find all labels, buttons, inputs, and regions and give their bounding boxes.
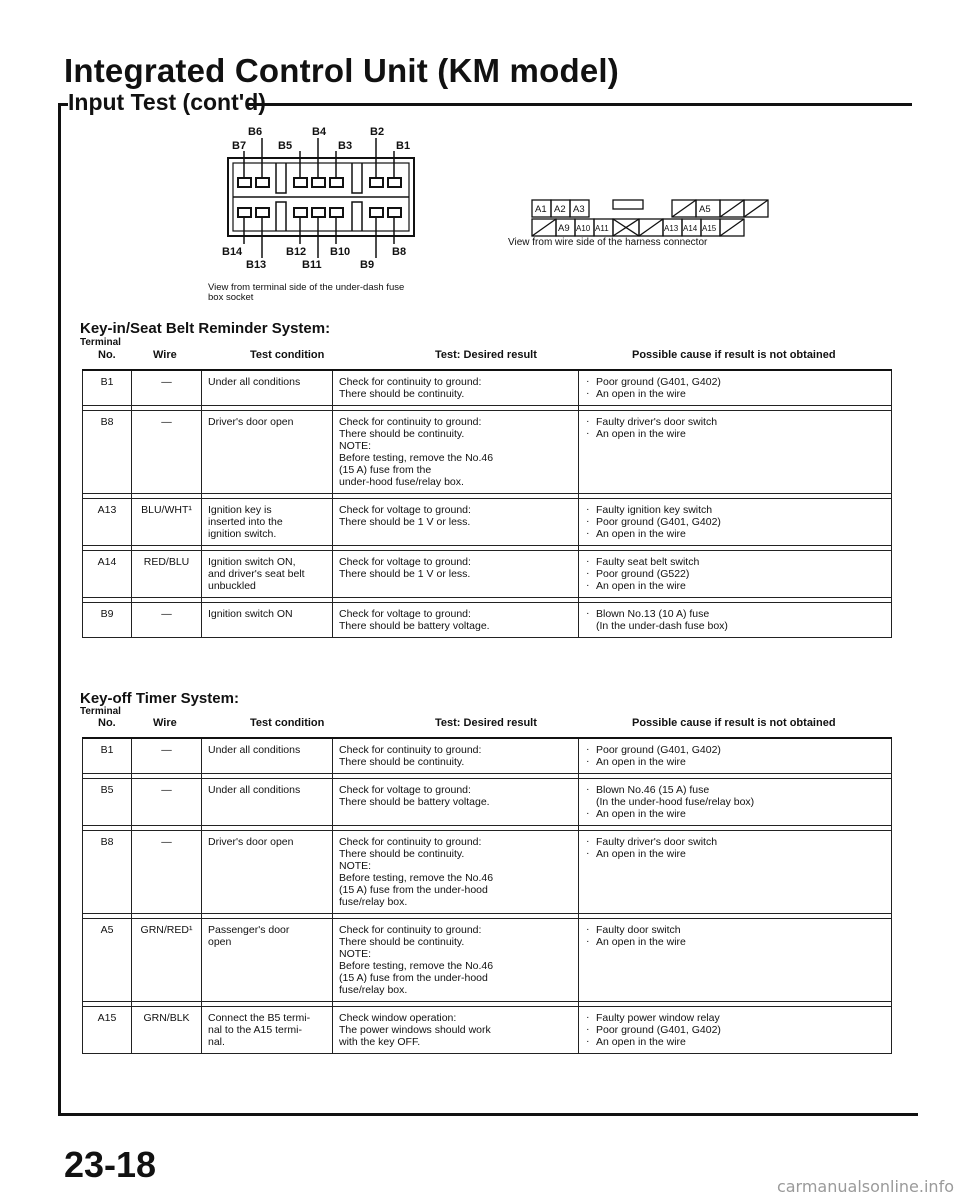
cause-list (585, 376, 885, 400)
condition-line: Ignition switch ON, (208, 556, 296, 568)
terminal-cell: A14 (83, 551, 132, 598)
terminal-cell: A5 (83, 919, 132, 1002)
cause-list (585, 924, 885, 948)
result-line: There should be continuity. (339, 388, 465, 400)
result-line: There should be battery voltage. (339, 620, 490, 632)
result-line: (15 A) fuse from the under-hood (339, 884, 488, 896)
result-line: Check for voltage to ground: (339, 504, 471, 516)
condition-cell (202, 1007, 333, 1054)
label-b11: B11 (302, 259, 322, 271)
wire-cell: — (132, 779, 202, 826)
section-subtitle: Input Test (cont'd) (68, 89, 266, 115)
result-line: Before testing, remove the No.46 (339, 960, 494, 972)
cause-item: · Blown No.46 (15 A) fuse (585, 784, 885, 796)
cause-item: · Faulty driver's door switch (585, 836, 885, 848)
result-line: There should be battery voltage. (339, 796, 490, 808)
keyoff-section-title: Key-off Timer System: (80, 690, 239, 707)
label-a3: A3 (573, 204, 585, 215)
result-cell (333, 551, 579, 598)
cause-item: (In the under-dash fuse box) (596, 620, 728, 632)
terminal-header: Terminal (80, 337, 121, 348)
condition-line: inserted into the (208, 516, 283, 528)
condition-line: nal. (208, 1036, 225, 1048)
condition-cell (202, 411, 333, 494)
result-line: There should be continuity. (339, 936, 465, 948)
result-cell (333, 411, 579, 494)
wire-cell: — (132, 411, 202, 494)
condition-line: unbuckled (208, 580, 256, 592)
cause-item: · Poor ground (G401, G402) (585, 1024, 885, 1036)
col-condition: Test condition (250, 349, 325, 361)
label-a9: A9 (558, 223, 570, 234)
condition-cell (202, 499, 333, 546)
condition-line: Under all conditions (208, 376, 301, 388)
cause-cell (579, 370, 892, 406)
table-row (83, 831, 892, 914)
result-line: There should be continuity. (339, 428, 465, 440)
result-line: (15 A) fuse from the (339, 464, 432, 476)
cause-list (585, 556, 885, 592)
condition-cell (202, 831, 333, 914)
condition-cell (202, 370, 333, 406)
left-rule (58, 103, 61, 1115)
result-line: The power windows should work (339, 1024, 491, 1036)
result-line: There should be 1 V or less. (339, 516, 471, 528)
cause-item: · An open in the wire (585, 848, 885, 860)
result-line: Check for continuity to ground: (339, 416, 482, 428)
cause-list (585, 1012, 885, 1048)
condition-line: Driver's door open (208, 416, 294, 428)
cause-item: · Poor ground (G401, G402) (585, 376, 885, 388)
label-b9: B9 (360, 259, 375, 271)
cause-item: (In the under-hood fuse/relay box) (596, 796, 755, 808)
col-no: No. (98, 349, 116, 361)
condition-line: Ignition switch ON (208, 608, 293, 620)
page-title: Integrated Control Unit (KM model) (64, 52, 619, 89)
result-line: There should be continuity. (339, 848, 465, 860)
harness-connector-diagram (530, 198, 770, 238)
harness-caption: View from wire side of the harness connector (508, 237, 708, 248)
page-number: 23-18 (64, 1144, 157, 1185)
cause-item: · An open in the wire (585, 388, 885, 400)
result-line: Check for voltage to ground: (339, 556, 471, 568)
terminal-cell: B1 (83, 370, 132, 406)
result-cell (333, 831, 579, 914)
table-row (83, 1007, 892, 1054)
cause-cell (579, 831, 892, 914)
fuse-box-socket-diagram (220, 118, 420, 283)
condition-line: Under all conditions (208, 784, 301, 796)
cause-item: · Poor ground (G401, G402) (585, 516, 885, 528)
label-b13: B13 (246, 259, 267, 271)
wire-cell: GRN/BLK (132, 1007, 202, 1054)
col-no: No. (98, 717, 116, 729)
terminal-cell: A13 (83, 499, 132, 546)
result-line: Check for voltage to ground: (339, 784, 471, 796)
label-b1: B1 (396, 140, 411, 152)
cause-item: · Faulty driver's door switch (585, 416, 885, 428)
table-row (83, 779, 892, 826)
condition-line: Passenger's door (208, 924, 290, 936)
label-b12: B12 (286, 246, 307, 258)
cause-item: · Poor ground (G522) (585, 568, 885, 580)
cause-list (585, 784, 885, 820)
wire-cell: — (132, 738, 202, 774)
result-cell (333, 738, 579, 774)
result-cell (333, 603, 579, 638)
result-cell (333, 499, 579, 546)
table-row (83, 551, 892, 598)
watermark: carmanualsonline.info (776, 1177, 954, 1196)
cause-item: · An open in the wire (585, 528, 885, 540)
result-line: fuse/relay box. (339, 984, 408, 996)
result-line: Before testing, remove the No.46 (339, 452, 494, 464)
result-line: There should be continuity. (339, 756, 465, 768)
cause-item: · An open in the wire (585, 580, 885, 592)
label-b10: B10 (330, 246, 351, 258)
result-cell (333, 779, 579, 826)
cause-item: · Faulty ignition key switch (585, 504, 885, 516)
cause-item: · An open in the wire (585, 936, 885, 948)
condition-cell (202, 779, 333, 826)
table-row (83, 499, 892, 546)
result-line: under-hood fuse/relay box. (339, 476, 464, 488)
condition-cell (202, 551, 333, 598)
label-a10: A10 (576, 224, 591, 233)
cause-cell (579, 603, 892, 638)
label-a1: A1 (535, 204, 547, 215)
condition-cell (202, 738, 333, 774)
col-condition: Test condition (250, 717, 325, 729)
condition-line: Under all conditions (208, 744, 301, 756)
label-b3: B3 (338, 140, 353, 152)
col-cause: Possible cause if result is not obtained (632, 717, 836, 729)
col-wire: Wire (153, 717, 177, 729)
wire-cell: BLU/WHT¹ (132, 499, 202, 546)
table-row (83, 919, 892, 1002)
result-line: fuse/relay box. (339, 896, 408, 908)
col-result: Test: Desired result (435, 717, 537, 729)
top-rule (248, 103, 912, 106)
cause-item: · An open in the wire (585, 428, 885, 440)
condition-line: Connect the B5 termi- (208, 1012, 311, 1024)
label-b6: B6 (248, 126, 263, 138)
result-line: Check for continuity to ground: (339, 924, 482, 936)
result-line: NOTE: (339, 948, 372, 960)
cause-list (585, 504, 885, 540)
condition-line: Driver's door open (208, 836, 294, 848)
label-a5: A5 (699, 204, 711, 215)
cause-item: · An open in the wire (585, 808, 885, 820)
label-a14: A14 (683, 224, 698, 233)
label-b7: B7 (232, 140, 247, 152)
cause-cell (579, 1007, 892, 1054)
table-row (83, 370, 892, 406)
result-line: NOTE: (339, 440, 372, 452)
cause-cell (579, 499, 892, 546)
cause-item: · Blown No.13 (10 A) fuse (585, 608, 885, 620)
table-row (83, 603, 892, 638)
cause-list (585, 836, 885, 860)
terminal-cell: B5 (83, 779, 132, 826)
condition-line: open (208, 936, 232, 948)
keyin-test-table (82, 369, 892, 638)
label-a15: A15 (702, 224, 717, 233)
wire-cell: — (132, 831, 202, 914)
cause-list (585, 416, 885, 440)
col-result: Test: Desired result (435, 349, 537, 361)
terminal-cell: B8 (83, 831, 132, 914)
cause-cell (579, 411, 892, 494)
condition-line: nal to the A15 termi- (208, 1024, 302, 1036)
cause-item: · Faulty seat belt switch (585, 556, 885, 568)
result-cell (333, 370, 579, 406)
result-line: NOTE: (339, 860, 372, 872)
cause-cell (579, 551, 892, 598)
label-a13: A13 (664, 224, 679, 233)
result-line: There should be 1 V or less. (339, 568, 471, 580)
result-line: (15 A) fuse from the under-hood (339, 972, 488, 984)
label-b14: B14 (222, 246, 243, 258)
cause-cell (579, 738, 892, 774)
label-a11: A11 (595, 224, 609, 233)
terminal-cell: B9 (83, 603, 132, 638)
table-row (83, 738, 892, 774)
terminal-cell: A15 (83, 1007, 132, 1054)
wire-cell: RED/BLU (132, 551, 202, 598)
wire-cell: — (132, 370, 202, 406)
cause-cell (579, 919, 892, 1002)
cause-item: · An open in the wire (585, 756, 885, 768)
terminal-cell: B1 (83, 738, 132, 774)
label-b4: B4 (312, 126, 327, 138)
result-cell (333, 1007, 579, 1054)
label-b8: B8 (392, 246, 407, 258)
condition-cell (202, 603, 333, 638)
cause-list (585, 744, 885, 768)
result-line: Check for continuity to ground: (339, 376, 482, 388)
wire-cell: GRN/RED¹ (132, 919, 202, 1002)
result-line: Check window operation: (339, 1012, 457, 1024)
label-b5: B5 (278, 140, 293, 152)
cause-cell (579, 779, 892, 826)
condition-line: ignition switch. (208, 528, 277, 540)
terminal-cell: B8 (83, 411, 132, 494)
condition-line: and driver's seat belt (208, 568, 305, 580)
terminal-header: Terminal (80, 706, 121, 717)
col-wire: Wire (153, 349, 177, 361)
condition-line: Ignition key is (208, 504, 272, 516)
bottom-rule (58, 1113, 918, 1116)
condition-cell (202, 919, 333, 1002)
result-line: Check for voltage to ground: (339, 608, 471, 620)
result-line: Before testing, remove the No.46 (339, 872, 494, 884)
label-b2: B2 (370, 126, 385, 138)
cause-list (585, 608, 885, 632)
wire-cell: — (132, 603, 202, 638)
cause-item: · Poor ground (G401, G402) (585, 744, 885, 756)
result-line: Check for continuity to ground: (339, 744, 482, 756)
result-cell (333, 919, 579, 1002)
cause-item: · Faulty power window relay (585, 1012, 885, 1024)
fuse-box-caption: View from terminal side of the under-dash fuse box socket (208, 282, 405, 303)
col-cause: Possible cause if result is not obtained (632, 349, 836, 361)
cause-item: · An open in the wire (585, 1036, 885, 1048)
table-row (83, 411, 892, 494)
result-line: Check for continuity to ground: (339, 836, 482, 848)
cause-item: · Faulty door switch (585, 924, 885, 936)
keyoff-test-table (82, 737, 892, 1054)
keyin-section-title: Key-in/Seat Belt Reminder System: (80, 320, 331, 337)
result-line: with the key OFF. (339, 1036, 421, 1048)
label-a2: A2 (554, 204, 566, 215)
